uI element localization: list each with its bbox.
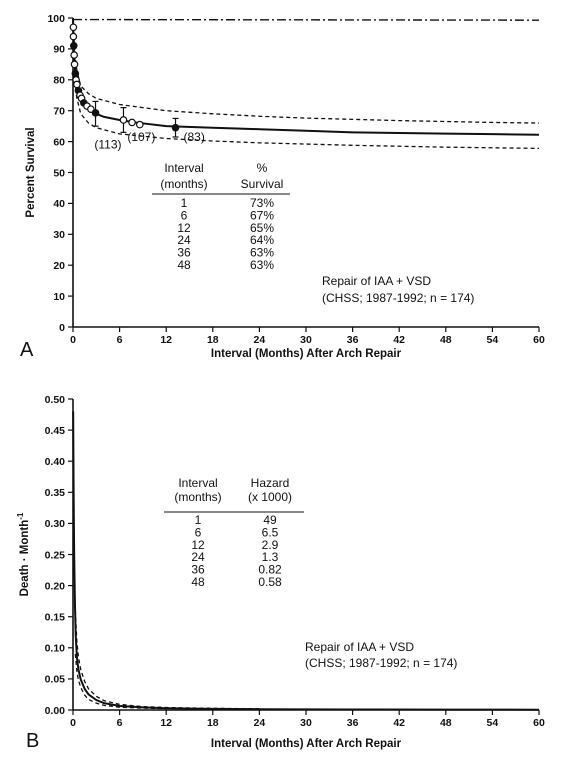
- y-tick-label: 0.25: [44, 549, 65, 562]
- number-at-risk-label: (113): [94, 137, 122, 152]
- data-point-filled: [172, 124, 178, 130]
- y-tick-label: 0.05: [44, 673, 65, 686]
- y-axis-title-text: Percent Survival: [25, 127, 37, 218]
- table-cell: 24: [191, 550, 205, 565]
- series-estimate-line: [73, 18, 539, 135]
- series-upper-ci-line: [73, 18, 539, 123]
- number-at-risk-label: (107): [127, 129, 156, 144]
- table-header-line: %: [256, 161, 268, 175]
- y-tick-label: 40: [53, 198, 65, 211]
- y-axis-title: [16, 512, 31, 596]
- x-tick-label: 42: [393, 717, 406, 729]
- y-tick-label: 0.50: [44, 393, 65, 406]
- x-tick-label: 0: [70, 334, 76, 346]
- table-cell: 6: [194, 525, 202, 540]
- data-point-filled: [72, 70, 78, 76]
- table-header-line: Interval: [164, 161, 204, 175]
- annotation-note-line: Repair of IAA + VSD: [305, 640, 415, 654]
- x-tick-label: 54: [486, 334, 499, 346]
- table-cell: 67%: [249, 208, 275, 223]
- table-cell: 63%: [249, 258, 275, 272]
- y-tick-label: 0.20: [44, 580, 65, 593]
- table-cell: 1: [180, 196, 188, 210]
- data-point-filled: [92, 110, 98, 116]
- x-tick-label: 36: [346, 717, 359, 729]
- table-cell: 0.82: [258, 562, 282, 577]
- x-tick-label: 24: [253, 717, 266, 729]
- x-tick-label: 6: [116, 334, 123, 346]
- table-cell: 6: [180, 208, 188, 223]
- number-at-risk-label: (83): [183, 129, 205, 144]
- table-cell: 36: [191, 562, 205, 577]
- x-tick-label: 0: [70, 717, 76, 729]
- table-cell: 6.5: [261, 525, 279, 540]
- panel-letter: A: [20, 339, 34, 361]
- y-tick-label: 90: [53, 43, 65, 56]
- y-tick-label: 80: [53, 74, 65, 87]
- x-tick-label: 60: [533, 717, 545, 729]
- table-cell: 2.9: [261, 537, 279, 552]
- x-tick-label: 6: [116, 717, 123, 729]
- x-tick-label: 18: [206, 717, 219, 729]
- series-reference-line: [73, 20, 539, 21]
- table-cell: 12: [177, 220, 191, 235]
- y-axis-title-text: Death · Month: [19, 519, 31, 597]
- table-cell: 36: [177, 245, 191, 260]
- x-axis-title: Interval (Months) After Arch Repair: [210, 348, 402, 360]
- table-cell: 24: [177, 233, 191, 248]
- x-tick-label: 42: [393, 334, 406, 346]
- data-point-open: [71, 61, 77, 67]
- table-header-line: Hazard: [250, 476, 290, 490]
- y-tick-label: 30: [53, 229, 65, 242]
- y-tick-label: 60: [53, 136, 65, 149]
- annotation-note-line: (CHSS; 1987-1992; n = 174): [322, 291, 475, 305]
- y-tick-label: 70: [53, 105, 65, 118]
- table-header-line: (x 1000): [247, 490, 293, 504]
- x-tick-label: 36: [346, 334, 359, 346]
- x-tick-label: 12: [160, 717, 173, 729]
- data-point-open: [70, 33, 76, 39]
- x-tick-label: 12: [160, 334, 173, 346]
- table-cell: 73%: [249, 196, 275, 210]
- y-axis-title-superscript: -1: [16, 512, 25, 520]
- table-header-line: (months): [160, 177, 208, 191]
- y-axis-title: [25, 127, 37, 217]
- x-tick-label: 24: [253, 334, 266, 346]
- chart-panel-a: [20, 13, 545, 361]
- table-cell: 48: [177, 258, 191, 272]
- data-point-open: [137, 121, 143, 127]
- table-cell: 12: [191, 537, 205, 552]
- table-cell: 63%: [249, 245, 275, 260]
- series-lower-ci-line: [75, 654, 166, 709]
- series-upper-ci-line: [75, 610, 259, 708]
- y-tick-label: 0: [59, 321, 65, 334]
- data-point-filled: [71, 43, 77, 49]
- y-tick-label: 0.40: [44, 456, 65, 468]
- x-tick-label: 30: [300, 334, 312, 346]
- panel-letter: B: [26, 730, 40, 752]
- y-tick-label: 10: [53, 290, 65, 303]
- series-lower-ci-line: [73, 18, 539, 148]
- table-header-line: Interval: [178, 476, 218, 490]
- chart-panel-b: [16, 394, 545, 752]
- table-cell: 64%: [249, 233, 275, 248]
- y-tick-label: 0.35: [44, 487, 65, 500]
- table-cell: 0.58: [258, 575, 282, 589]
- table-cell: 49: [263, 513, 277, 527]
- y-tick-label: 100: [47, 12, 65, 25]
- x-axis-title: Interval (Months) After Arch Repair: [210, 738, 402, 750]
- table-cell: 1.3: [261, 550, 279, 565]
- table-cell: 65%: [249, 220, 275, 235]
- y-tick-label: 0.15: [44, 611, 65, 624]
- x-tick-label: 48: [439, 717, 452, 729]
- data-point-open: [74, 81, 80, 87]
- table-cell: 48: [191, 575, 205, 589]
- data-point-open: [70, 24, 76, 30]
- table-header-line: (months): [174, 490, 222, 504]
- annotation-note-line: Repair of IAA + VSD: [322, 274, 432, 288]
- x-tick-label: 60: [533, 334, 545, 346]
- y-tick-label: 50: [53, 167, 65, 180]
- table-header-line: Survival: [240, 177, 284, 191]
- x-tick-label: 54: [486, 717, 499, 729]
- data-point-open: [129, 119, 135, 125]
- x-tick-label: 18: [206, 334, 219, 346]
- y-tick-label: 0.00: [44, 704, 65, 717]
- x-tick-label: 48: [439, 334, 452, 346]
- x-tick-label: 30: [300, 717, 312, 729]
- y-tick-label: 0.10: [44, 642, 65, 655]
- annotation-note-line: (CHSS; 1987-1992; n = 174): [305, 656, 458, 670]
- data-point-open: [120, 117, 126, 123]
- y-tick-label: 0.30: [44, 518, 65, 531]
- y-tick-label: 0.45: [44, 424, 65, 437]
- y-tick-label: 20: [53, 260, 65, 272]
- table-cell: 1: [194, 513, 202, 527]
- data-point-open: [71, 52, 77, 58]
